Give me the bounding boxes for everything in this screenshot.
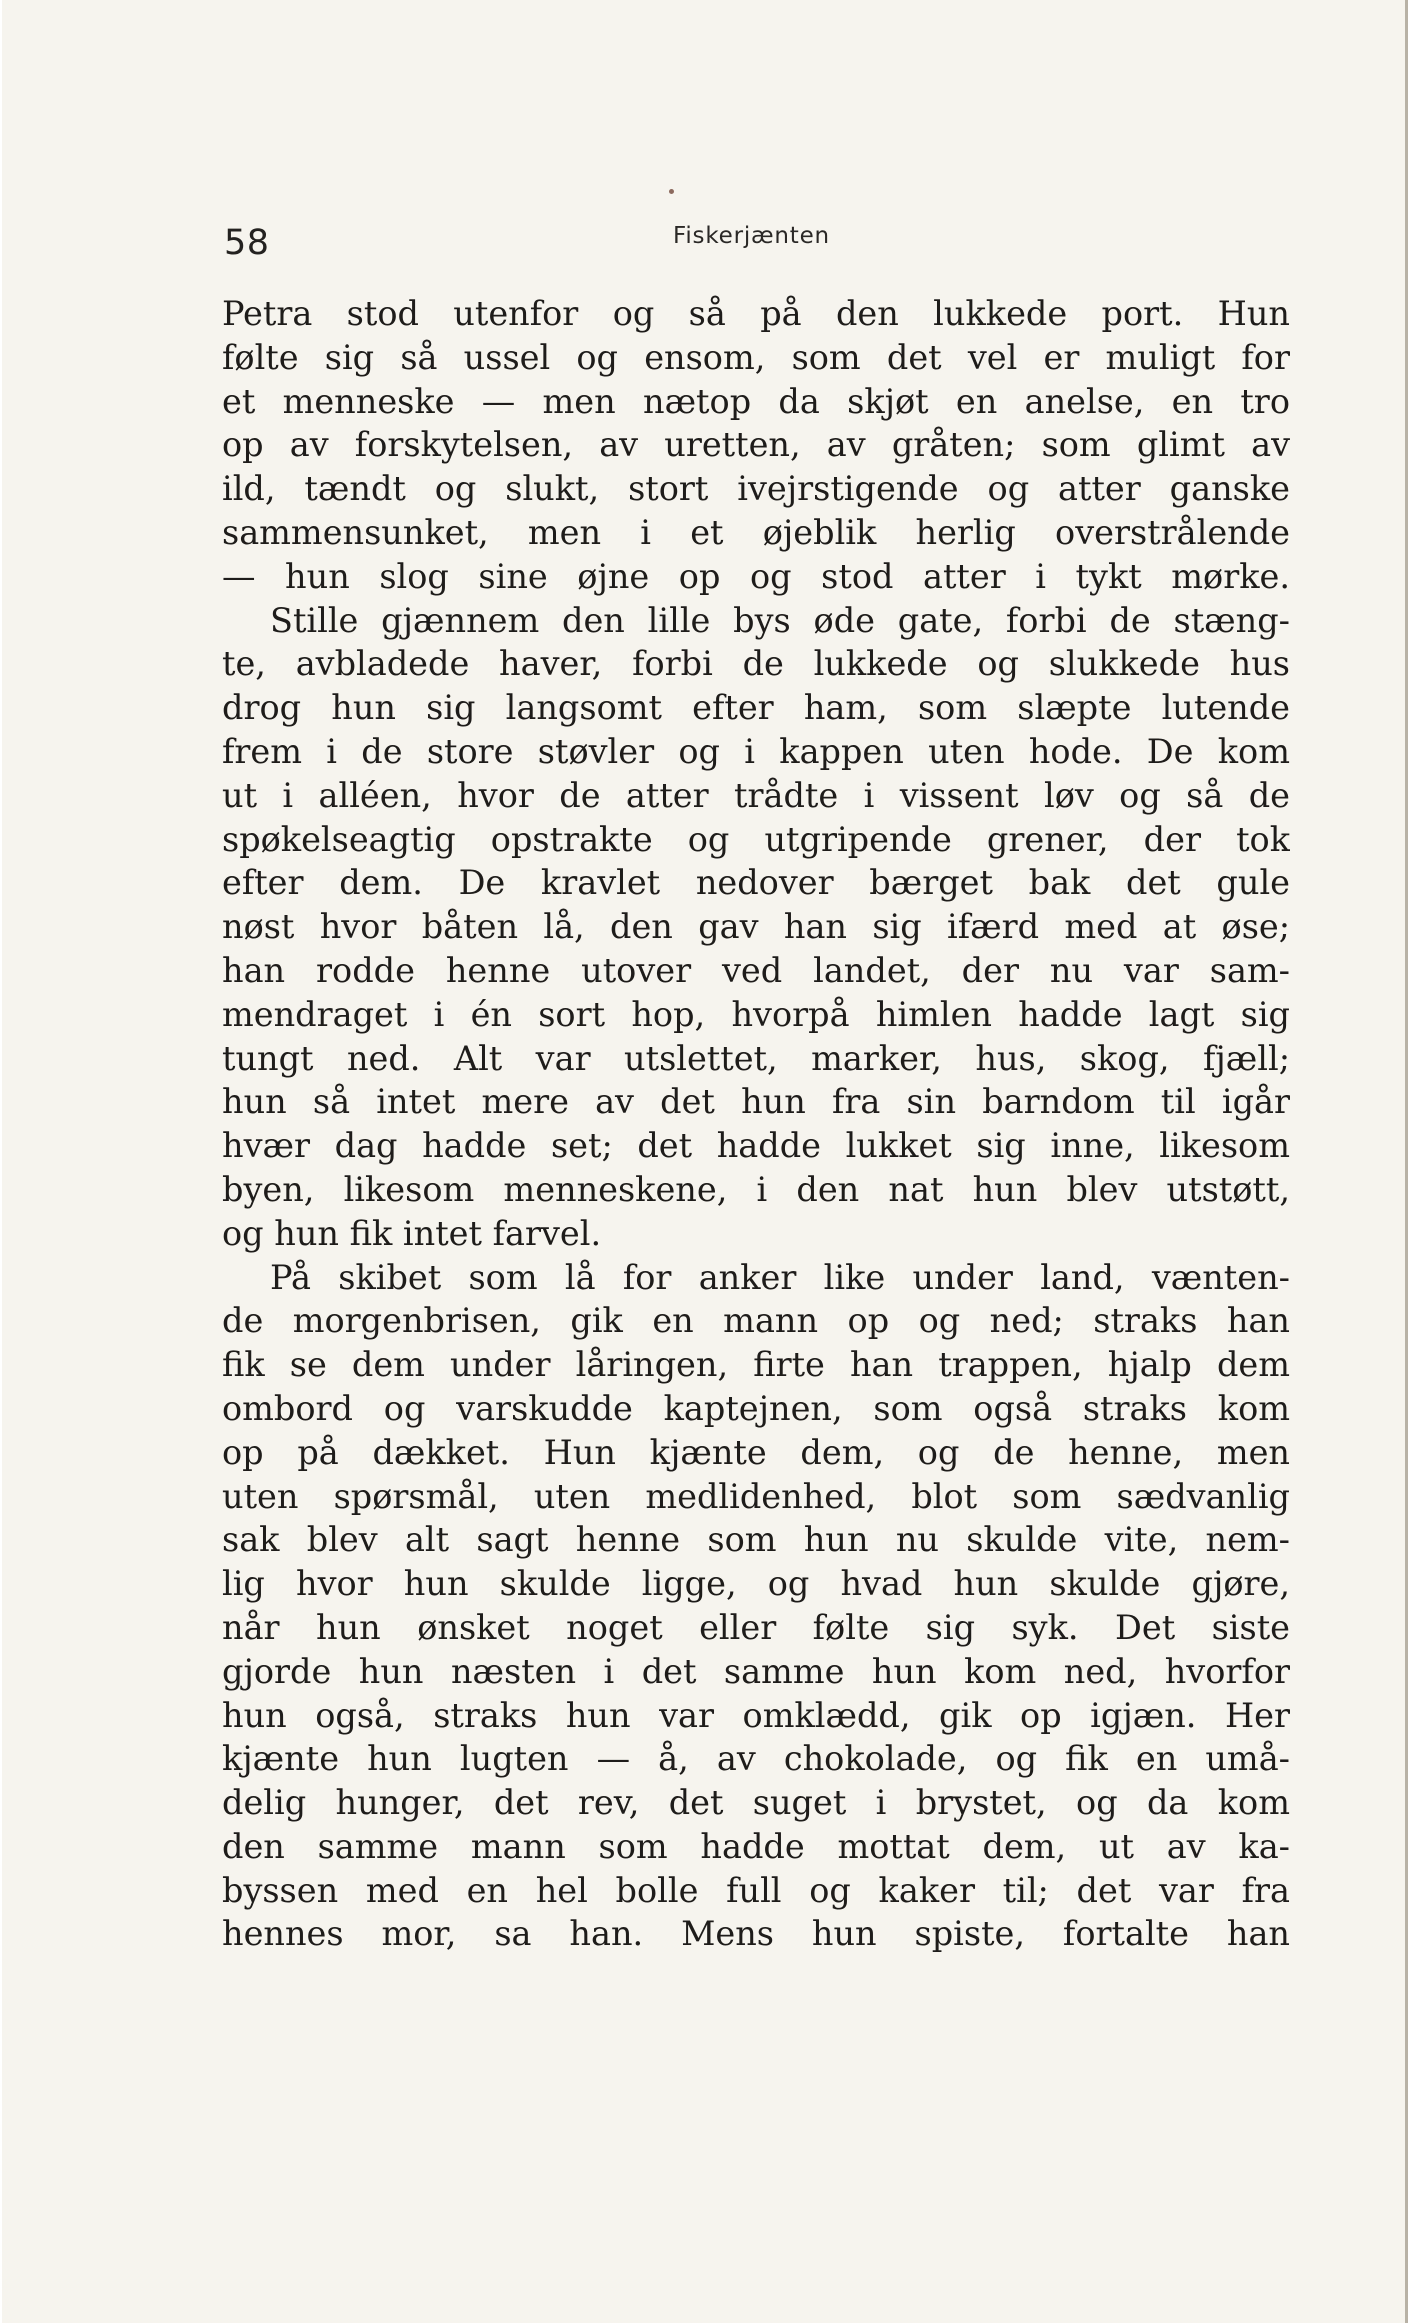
text-line: fik se dem under låringen, firte han trappen, hjalp dem	[222, 1345, 1290, 1385]
text-line: kjænte hun lugten — å, av chokolade, og fik en umå-	[222, 1739, 1290, 1779]
text-line: han rodde henne utover ved landet, der nu var sam-	[222, 950, 1290, 990]
text-line: spøkelseagtig opstrakte og utgripende grener, der tok	[222, 819, 1290, 859]
text-line: lig hvor hun skulde ligge, og hvad hun skulde gjøre,	[222, 1564, 1290, 1604]
text-line: mendraget i én sort hop, hvorpå himlen hadde lagt sig	[222, 994, 1290, 1034]
text-line: hennes mor, sa han. Mens hun spiste, fortalte han	[222, 1914, 1290, 1954]
text-line: delig hunger, det rev, det suget i brystet, og da kom	[222, 1783, 1290, 1823]
text-line: Stille gjænnem den lille bys øde gate, forbi de stæng-	[270, 600, 1290, 640]
text-line: drog hun sig langsomt efter ham, som slæpte lutende	[222, 688, 1290, 728]
book-page	[2, 0, 1408, 2323]
text-line: gjorde hun næsten i det samme hun kom ned, hvorfor	[222, 1651, 1290, 1691]
text-line: sammensunket, men i et øjeblik herlig overstrålende	[222, 512, 1290, 552]
text-line: og hun fik intet farvel.	[222, 1213, 602, 1253]
text-line: et menneske — men nætop da skjøt en anelse, en tro	[222, 381, 1290, 421]
ink-speck	[669, 189, 674, 194]
text-line: op av forskytelsen, av uretten, av gråten; som glimt av	[222, 425, 1290, 465]
text-line: byssen med en hel bolle full og kaker til; det var fra	[222, 1870, 1290, 1910]
text-line: ut i alléen, hvor de atter trådte i vissent løv og så de	[222, 775, 1290, 815]
text-line: følte sig så ussel og ensom, som det vel er muligt for	[222, 337, 1290, 377]
text-line: Petra stod utenfor og så på den lukkede port. Hun	[222, 294, 1290, 333]
text-line: På skibet som lå for anker like under land, vænten-	[270, 1257, 1290, 1297]
text-line: ombord og varskudde kaptejnen, som også straks kom	[222, 1388, 1290, 1428]
text-line: — hun slog sine øjne op og stod atter i tykt mørke.	[222, 556, 1290, 596]
page-number: 58	[224, 223, 270, 263]
text-line: nøst hvor båten lå, den gav han sig ifærd med at øse;	[222, 907, 1290, 947]
page-header	[220, 218, 1295, 268]
text-line: uten spørsmål, uten medlidenhed, blot som sædvanlig	[222, 1476, 1290, 1516]
text-line: ild, tændt og slukt, stort ivejrstigende og atter ganske	[222, 469, 1290, 509]
text-line: hvær dag hadde set; det hadde lukket sig inne, likesom	[222, 1126, 1290, 1166]
text-line: den samme mann som hadde mottat dem, ut av ka-	[222, 1826, 1290, 1866]
text-line: tungt ned. Alt var utslettet, marker, hus, skog, fjæll;	[222, 1038, 1290, 1078]
text-line: de morgenbrisen, gik en mann op og ned; straks han	[222, 1301, 1290, 1341]
body-text	[222, 292, 1290, 1956]
text-line: sak blev alt sagt henne som hun nu skulde vite, nem-	[222, 1520, 1290, 1560]
text-line: hun så intet mere av det hun fra sin barndom til igår	[222, 1082, 1290, 1122]
text-line: byen, likesom menneskene, i den nat hun blev utstøtt,	[222, 1169, 1290, 1209]
text-line: efter dem. De kravlet nedover bærget bak det gule	[222, 863, 1290, 903]
text-line: te, avbladede haver, forbi de lukkede og slukkede hus	[222, 644, 1290, 684]
running-title: Fiskerjænten	[673, 223, 830, 249]
text-line: op på dækket. Hun kjænte dem, og de henne, men	[222, 1432, 1290, 1472]
text-line: når hun ønsket noget eller følte sig syk. Det siste	[222, 1607, 1290, 1647]
text-line: hun også, straks hun var omklædd, gik op igjæn. Her	[222, 1695, 1290, 1735]
text-line: frem i de store støvler og i kappen uten hode. De kom	[222, 731, 1290, 771]
